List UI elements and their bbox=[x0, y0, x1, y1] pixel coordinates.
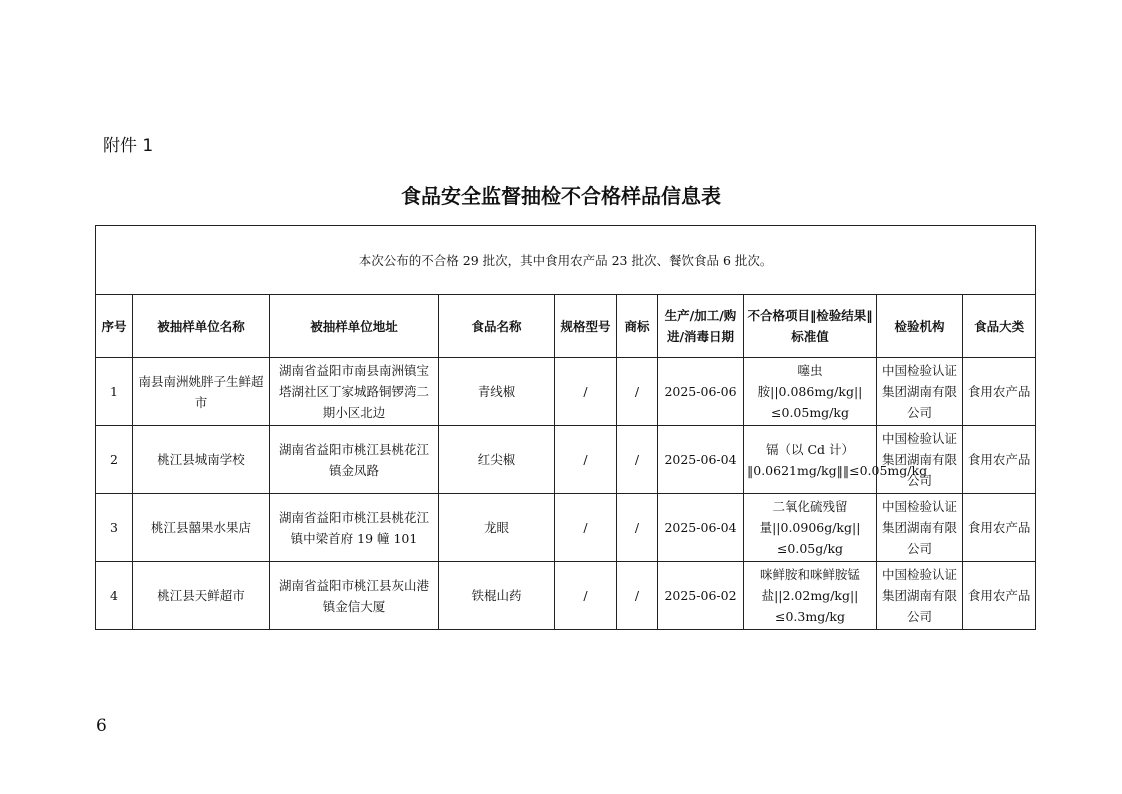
cell-unit-address: 湖南省益阳市桃江县桃花江镇金凤路 bbox=[270, 426, 439, 494]
document-title: 食品安全监督抽检不合格样品信息表 bbox=[401, 184, 721, 208]
summary-text: 本次公布的不合格 29 批次，其中食用农产品 23 批次、餐饮食品 6 批次。 bbox=[96, 226, 1036, 295]
cell-agency: 中国检验认证集团湖南有限公司 bbox=[877, 426, 963, 494]
cell-unit-address: 湖南省益阳市桃江县灰山港镇金信大厦 bbox=[270, 562, 439, 630]
cell-failed-item: 噻虫胺||0.086mg/kg||≤0.05mg/kg bbox=[744, 358, 877, 426]
cell-spec: / bbox=[555, 494, 617, 562]
table-header-row bbox=[96, 295, 1036, 358]
cell-seq: 3 bbox=[96, 494, 133, 562]
header-seq: 序号 bbox=[96, 295, 133, 358]
cell-seq: 4 bbox=[96, 562, 133, 630]
cell-spec: / bbox=[555, 426, 617, 494]
cell-failed-item: 咪鲜胺和咪鲜胺锰盐||2.02mg/kg||≤0.3mg/kg bbox=[744, 562, 877, 630]
cell-seq: 1 bbox=[96, 358, 133, 426]
cell-spec: / bbox=[555, 562, 617, 630]
cell-category: 食用农产品 bbox=[963, 426, 1036, 494]
cell-category: 食用农产品 bbox=[963, 494, 1036, 562]
cell-agency: 中国检验认证集团湖南有限公司 bbox=[877, 494, 963, 562]
cell-unit-name: 桃江县囍果水果店 bbox=[133, 494, 270, 562]
table-row bbox=[96, 562, 1036, 630]
nonconforming-sample-table bbox=[95, 225, 1036, 630]
cell-category: 食用农产品 bbox=[963, 358, 1036, 426]
header-date: 生产/加工/购进/消毒日期 bbox=[658, 295, 744, 358]
cell-seq: 2 bbox=[96, 426, 133, 494]
cell-brand: / bbox=[617, 494, 658, 562]
page-number: 6 bbox=[96, 716, 107, 736]
table-row bbox=[96, 426, 1036, 494]
cell-brand: / bbox=[617, 426, 658, 494]
cell-agency: 中国检验认证集团湖南有限公司 bbox=[877, 358, 963, 426]
cell-food-name: 铁棍山药 bbox=[439, 562, 555, 630]
cell-food-name: 青线椒 bbox=[439, 358, 555, 426]
summary-row bbox=[96, 226, 1036, 295]
header-brand: 商标 bbox=[617, 295, 658, 358]
cell-unit-address: 湖南省益阳市桃江县桃花江镇中梁首府 19 幢 101 bbox=[270, 494, 439, 562]
cell-category: 食用农产品 bbox=[963, 562, 1036, 630]
cell-date: 2025-06-04 bbox=[658, 426, 744, 494]
cell-date: 2025-06-02 bbox=[658, 562, 744, 630]
cell-food-name: 红尖椒 bbox=[439, 426, 555, 494]
cell-unit-name: 桃江县城南学校 bbox=[133, 426, 270, 494]
header-agency: 检验机构 bbox=[877, 295, 963, 358]
annex-label: 附件 1 bbox=[103, 136, 154, 156]
cell-agency: 中国检验认证集团湖南有限公司 bbox=[877, 562, 963, 630]
header-spec: 规格型号 bbox=[555, 295, 617, 358]
table-row bbox=[96, 358, 1036, 426]
header-category: 食品大类 bbox=[963, 295, 1036, 358]
header-unit-name: 被抽样单位名称 bbox=[133, 295, 270, 358]
cell-food-name: 龙眼 bbox=[439, 494, 555, 562]
header-food-name: 食品名称 bbox=[439, 295, 555, 358]
header-unit-address: 被抽样单位地址 bbox=[270, 295, 439, 358]
cell-brand: / bbox=[617, 562, 658, 630]
cell-brand: / bbox=[617, 358, 658, 426]
cell-date: 2025-06-06 bbox=[658, 358, 744, 426]
cell-failed-item: 二氧化硫残留量||0.0906g/kg||≤0.05g/kg bbox=[744, 494, 877, 562]
table-row bbox=[96, 494, 1036, 562]
cell-unit-name: 南县南洲姚胖子生鲜超市 bbox=[133, 358, 270, 426]
cell-unit-name: 桃江县天鲜超市 bbox=[133, 562, 270, 630]
cell-spec: / bbox=[555, 358, 617, 426]
cell-date: 2025-06-04 bbox=[658, 494, 744, 562]
header-failed-item: 不合格项目‖检验结果‖标准值 bbox=[744, 295, 877, 358]
cell-failed-item: 镉（以 Cd 计）‖0.0621mg/kg‖‖≤0.05mg/kg bbox=[744, 426, 877, 494]
cell-unit-address: 湖南省益阳市南县南洲镇宝塔湖社区丁家城路铜锣湾二期小区北边 bbox=[270, 358, 439, 426]
